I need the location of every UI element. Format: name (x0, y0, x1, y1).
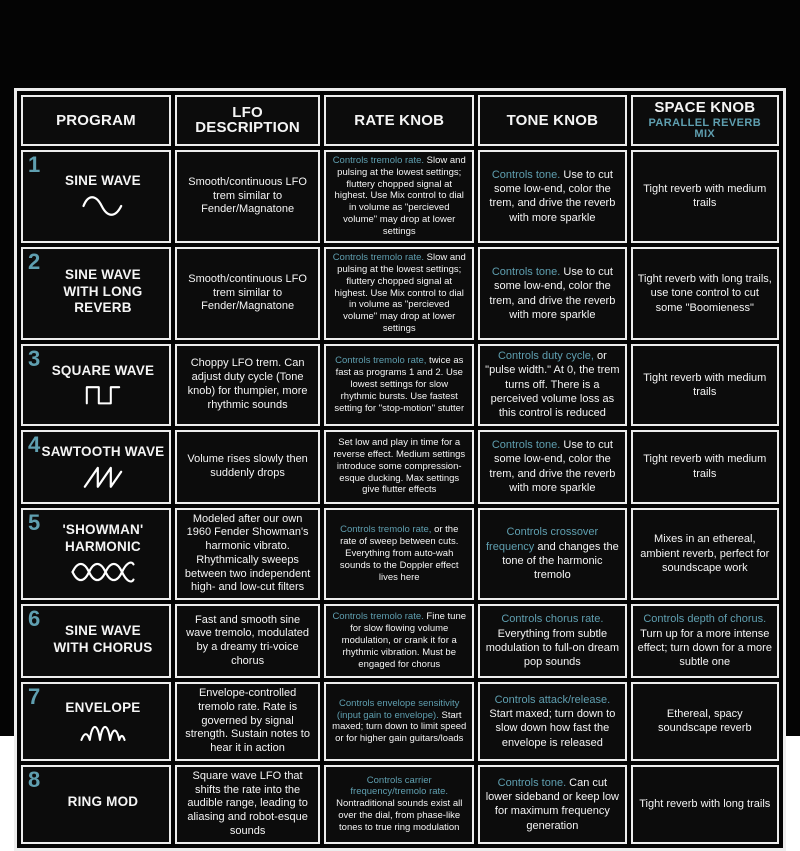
program-title: 'SHOWMAN' HARMONIC (62, 522, 144, 555)
header-label: RATE KNOB (354, 111, 445, 129)
rate-body-text: Fine tune for slow flowing volume modulation, or crank it for a rhythmic vibration. Must be engaged for chorus (341, 611, 467, 670)
lfo-description-cell (175, 508, 320, 601)
space-body-text: Tight reverb with long trails (639, 798, 771, 811)
program-title: SINE WAVE (65, 173, 141, 189)
column-header-rate-knob (324, 95, 474, 146)
rate-knob-cell (324, 508, 474, 601)
space-knob-cell (631, 765, 779, 844)
program-cell (21, 765, 171, 844)
tone-body-text: and changes the tone of the harmonic tremolo (502, 540, 619, 582)
space-knob-cell (631, 430, 779, 504)
rate-knob-cell (324, 765, 474, 844)
tone-body-text: Start maxed; turn down to slow down how fast the envelope is released (489, 708, 616, 749)
tone-knob-cell (478, 508, 626, 601)
lfo-description-text: Envelope-controlled tremolo rate. Rate is governed by signal strength. Sustain notes to hear it in action (185, 687, 310, 755)
rate-knob-cell (324, 344, 474, 425)
space-body-text: Turn up for a more intense effect; turn down for a more subtle one (637, 627, 772, 669)
space-body-text: Tight reverb with long trails, use tone control to cut some "Boomieness" (637, 273, 772, 314)
tone-body-text: Use to cut some low-end, color the trem, and drive the reverb with more sparkle (489, 168, 616, 224)
program-title: SAWTOOTH WAVE (41, 443, 165, 459)
lfo-description-text: Modeled after our own 1960 Fender Showman's harmonic vibrato. Rhythmically sweeps between two independent high- and low-cut filters (184, 512, 311, 594)
tone-highlight-text: Controls tone. (491, 168, 561, 181)
tone-body-text: Can cut lower sideband or keep low for maximum frequency generation (485, 776, 620, 832)
table-row (21, 430, 779, 504)
program-cell (21, 604, 171, 678)
envelope-wave-icon (77, 719, 129, 743)
rate-body-text: Slow and pulsing at the lowest settings; fluttery chopped signal at highest. Use Mix control to dial in volume as "percieved volume" may drop at lower settings (334, 154, 466, 238)
space-knob-cell (631, 344, 779, 425)
lfo-description-text: Smooth/continuous LFO trem similar to Fender/Magnatone (188, 175, 307, 216)
program-title: SQUARE WAVE (51, 362, 155, 378)
rate-knob-cell (324, 150, 474, 243)
space-body-text: Tight reverb with medium trails (643, 183, 767, 210)
tone-knob-cell (478, 247, 626, 340)
space-body-text: Tight reverb with medium trails (643, 453, 767, 480)
tone-knob-cell (478, 604, 626, 678)
tone-body-text: Everything from subtle modulation to full-on dream pop sounds (485, 627, 620, 669)
program-table-frame (14, 88, 786, 851)
program-number: 4 (28, 431, 41, 457)
rate-highlight-text: Controls tremolo rate, (340, 524, 432, 536)
header-label: TONE KNOB (506, 111, 599, 129)
program-title-line2: WITH CHORUS (53, 639, 153, 655)
tone-highlight-text: Controls chorus rate. (501, 613, 604, 626)
space-knob-cell (631, 604, 779, 678)
program-number: 3 (28, 346, 41, 372)
program-title: SINE WAVE (65, 266, 141, 282)
program-cell (21, 344, 171, 425)
program-cell (21, 150, 171, 243)
rate-knob-cell (324, 430, 474, 504)
rate-highlight-text: Controls envelope sensitivity (input gain to envelope). (336, 697, 460, 721)
tone-body-text: Use to cut some low-end, color the trem, and drive the reverb with more sparkle (489, 265, 616, 321)
sawtooth-wave-icon (82, 464, 124, 490)
space-body-text: Tight reverb with medium trails (643, 371, 767, 398)
tone-knob-cell (478, 430, 626, 504)
rate-body-text: or the rate of sweep between cuts. Everything from auto-wah sounds to the Doppler effect lives here (339, 524, 459, 583)
program-title: ENVELOPE (65, 699, 141, 715)
header-row (21, 95, 779, 146)
program-cell (21, 508, 171, 601)
table-row (21, 508, 779, 601)
lfo-description-cell (175, 682, 320, 761)
rate-highlight-text: Controls tremolo rate. (332, 611, 424, 623)
rate-knob-cell (324, 682, 474, 761)
column-header-program (21, 95, 171, 146)
program-table (17, 91, 783, 848)
tone-highlight-text: Controls tone. (491, 438, 561, 451)
header-label: SPACE KNOB (654, 99, 756, 116)
rate-body-text: Nontraditional sounds exist all over the dial, from phase-like tones to true ring modulation (336, 798, 463, 834)
rate-body-text: Slow and pulsing at the lowest settings; fluttery chopped signal at highest. Use Mix control to dial in volume as "percieved volume" may drop at lower settings (334, 251, 466, 335)
rate-knob-cell (324, 604, 474, 678)
rate-highlight-text: Controls tremolo rate, (335, 355, 427, 367)
lfo-description-cell (175, 430, 320, 504)
space-body-text: Mixes in an ethereal, ambient reverb, perfect for soundscape work (640, 533, 770, 574)
table-row (21, 604, 779, 678)
rate-knob-cell (324, 247, 474, 340)
tone-highlight-text: Controls attack/release. (494, 693, 611, 706)
rate-body-text: twice as fast as programs 1 and 2. Use lowest settings for slow rhythmic bursts. Use fastest setting for "stop-motion" stutter (334, 355, 465, 414)
sine-wave-icon (80, 193, 126, 219)
program-number: 5 (28, 509, 41, 535)
table-row (21, 247, 779, 340)
table-row (21, 150, 779, 243)
lfo-description-text: Square wave LFO that shifts the rate into the audible range, leading to aliasing and robot-esque sounds (187, 769, 308, 837)
rate-highlight-text: Controls tremolo rate. (332, 154, 425, 166)
space-knob-cell (631, 150, 779, 243)
header-label: PROGRAM (56, 111, 136, 129)
lfo-description-text: Choppy LFO trem. Can adjust duty cycle (Tone knob) for thumpier, more rhythmic sounds (187, 357, 308, 411)
column-header-space-knob (631, 95, 779, 146)
rate-body-text: Set low and play in time for a reverse effect. Medium settings introduce some compression-esque ducking. Max settings give flutter effects (333, 436, 466, 496)
square-wave-icon (82, 383, 124, 407)
header-label: DESCRIPTION (195, 119, 300, 137)
space-knob-cell (631, 508, 779, 601)
tone-body-text: Use to cut some low-end, color the trem, and drive the reverb with more sparkle (489, 438, 616, 494)
program-number: 2 (28, 248, 41, 274)
harmonic-wave-icon (70, 559, 136, 585)
tone-knob-cell (478, 682, 626, 761)
space-knob-cell (631, 247, 779, 340)
program-number: 6 (28, 606, 41, 632)
program-cell (21, 247, 171, 340)
tone-highlight-text: Controls crossover frequency (486, 526, 599, 553)
header-sublabel: PARALLEL REVERB MIX (648, 116, 762, 141)
program-cell (21, 682, 171, 761)
tone-knob-cell (478, 765, 626, 844)
rate-highlight-text: Controls carrier frequency/tremolo rate. (350, 774, 449, 798)
column-header-lfo-description (175, 95, 320, 146)
rate-highlight-text: Controls tremolo rate. (332, 251, 425, 263)
rate-body-text: Start maxed; turn down to limit speed or for higher gain guitars/loads (332, 709, 467, 745)
column-header-tone-knob (478, 95, 626, 146)
program-title: RING MOD (67, 794, 139, 810)
program-title-line2: WITH LONG REVERB (63, 283, 143, 316)
table-row (21, 765, 779, 844)
program-number: 7 (28, 684, 41, 710)
program-number: 8 (28, 766, 41, 792)
lfo-description-text: Fast and smooth sine wave tremolo, modulated by a dreamy tri-voice chorus (186, 613, 310, 667)
table-row (21, 344, 779, 425)
lfo-description-cell (175, 604, 320, 678)
lfo-description-text: Volume rises slowly then suddenly drops (187, 452, 308, 479)
tone-highlight-text: Controls duty cycle, (497, 350, 594, 363)
space-body-text: Ethereal, spacy soundscape reverb (658, 708, 752, 735)
space-knob-cell (631, 682, 779, 761)
program-title: SINE WAVE (65, 622, 141, 638)
lfo-description-text: Smooth/continuous LFO trem similar to Fender/Magnatone (188, 272, 307, 313)
lfo-description-cell (175, 247, 320, 340)
table-row (21, 682, 779, 761)
tone-highlight-text: Controls tone. (497, 776, 567, 789)
tone-body-text: or "pulse width." At 0, the trem turns off. There is a perceived volume loss as this control is reduced (485, 350, 620, 420)
lfo-description-cell (175, 765, 320, 844)
tone-highlight-text: Controls tone. (491, 265, 561, 278)
program-number: 1 (28, 151, 41, 177)
program-cell (21, 430, 171, 504)
lfo-description-cell (175, 344, 320, 425)
tone-knob-cell (478, 344, 626, 425)
tone-knob-cell (478, 150, 626, 243)
space-highlight-text: Controls depth of chorus. (643, 613, 767, 626)
lfo-description-cell (175, 150, 320, 243)
header-label: LFO (232, 103, 263, 121)
